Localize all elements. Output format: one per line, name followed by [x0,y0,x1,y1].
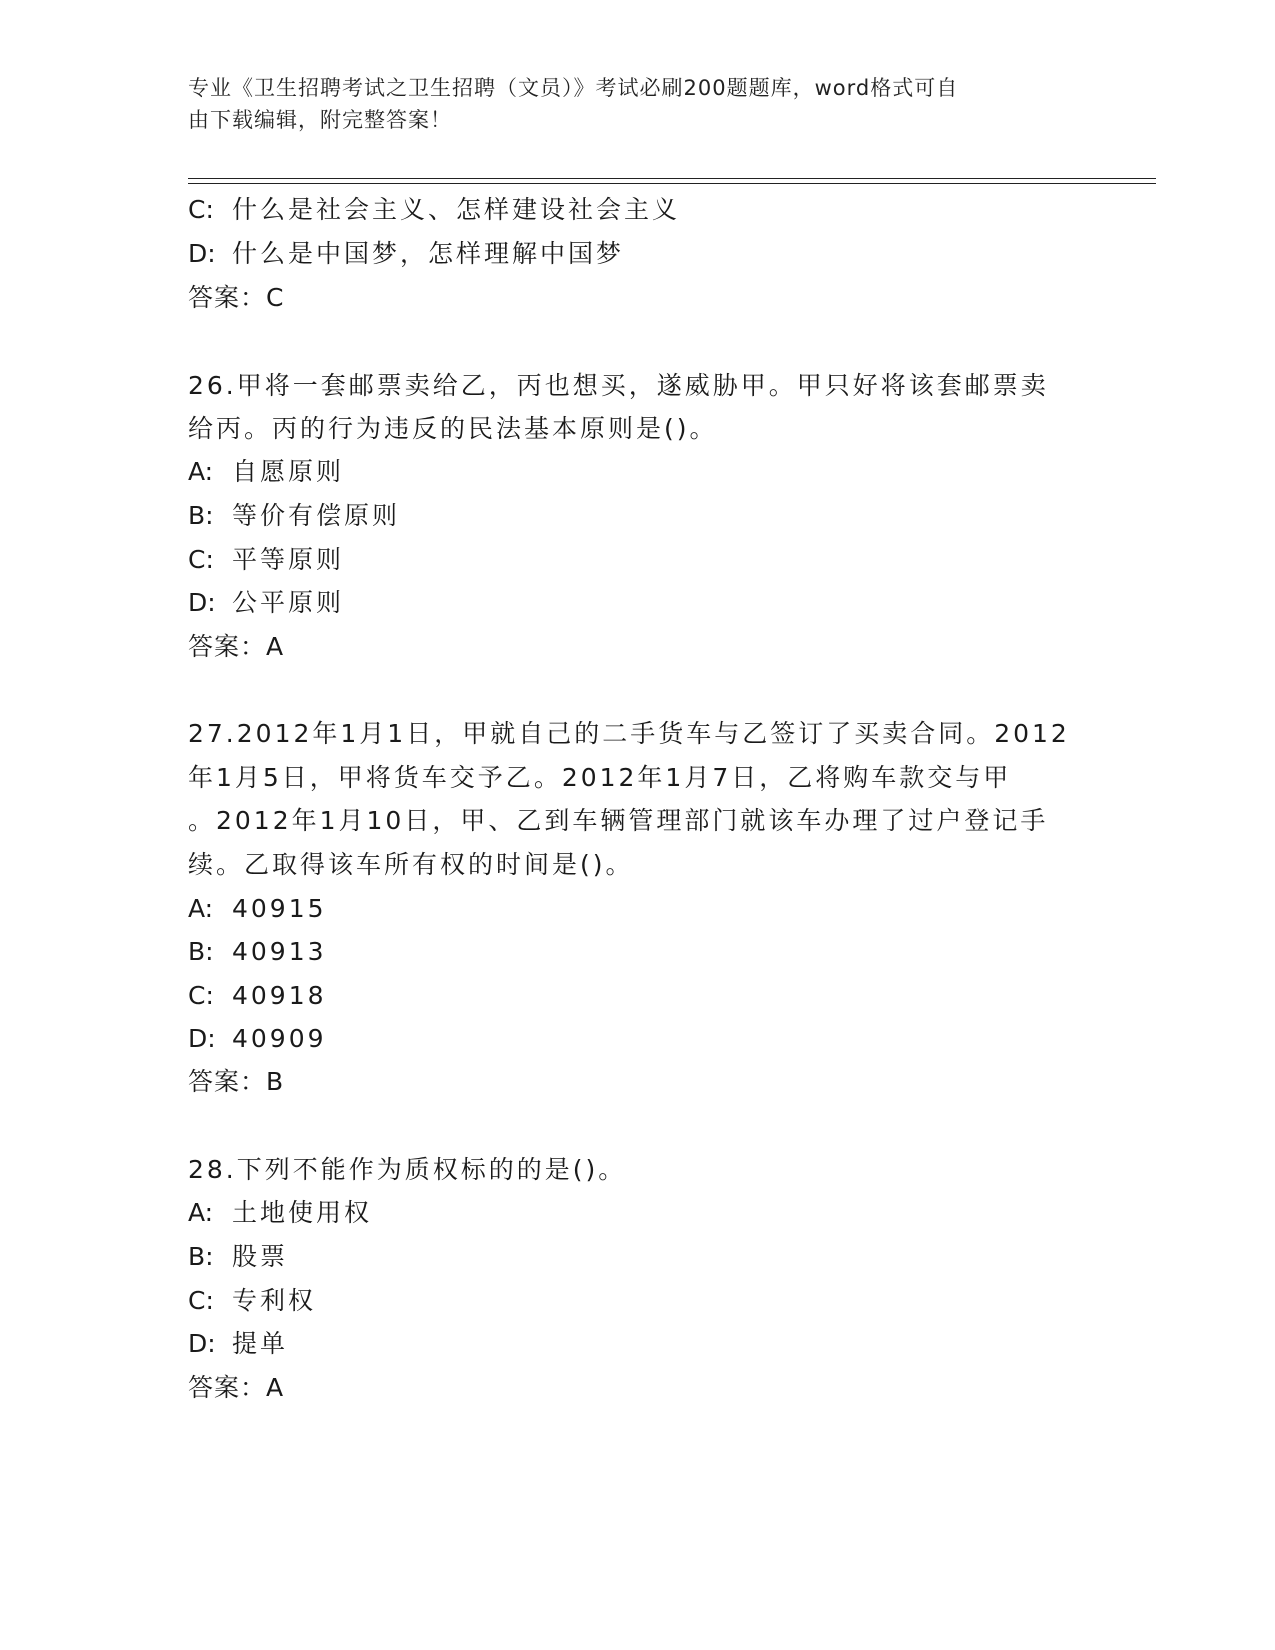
option-text: 40918 [232,981,327,1010]
q25-option-d [188,239,624,269]
option-key: A: [188,1198,214,1227]
option-key: C: [188,545,214,574]
header-line-2: 由下载编辑，附完整答案！ [188,108,452,132]
option-text: 40913 [232,937,327,966]
option-key: B: [188,1242,214,1271]
option-text: 专利权 [232,1286,317,1315]
q27-option-b [188,937,327,967]
option-text: 什么是中国梦，怎样理解中国梦 [232,239,625,268]
option-key: C: [188,195,214,224]
q28-option-d [188,1329,288,1359]
q26-option-b [188,501,400,531]
option-key: A: [188,894,214,923]
q27-stem-line-1: 27.2012年1月1日，甲就自己的二手货车与乙签订了买卖合同。2012 [188,719,1070,748]
option-text: 40909 [232,1024,327,1053]
option-key: C: [188,981,214,1010]
q27-stem-line-2: 年1月5日，甲将货车交予乙。2012年1月7日，乙将购车款交与甲 [188,763,1012,792]
option-text: 等价有偿原则 [232,501,401,530]
page-header [188,72,1088,136]
q28-stem-line-1: 28.下列不能作为质权标的的是()。 [188,1155,627,1184]
q26-stem-line-1: 26.甲将一套邮票卖给乙，丙也想买，遂威胁甲。甲只好将该套邮票卖 [188,371,1049,400]
q27-option-a [188,894,327,924]
option-key: D: [188,588,216,617]
option-text: 40915 [232,894,327,923]
q26-stem-line-2: 给丙。丙的行为违反的民法基本原则是()。 [188,414,718,443]
q28-option-a [188,1198,372,1228]
option-text: 股票 [232,1242,289,1271]
q26-option-d [188,588,344,618]
option-text: 什么是社会主义、怎样建设社会主义 [232,195,681,224]
option-key: B: [188,501,214,530]
q27-option-c [188,981,327,1011]
q28-answer: 答案：A [188,1373,285,1402]
q26-option-c [188,545,344,575]
q27-stem-line-3: 。2012年1月10日，甲、乙到车辆管理部门就该车办理了过户登记手 [188,806,1049,835]
option-text: 自愿原则 [232,457,345,486]
option-text: 公平原则 [232,588,345,617]
q26-option-a [188,457,344,487]
header-line-1: 专业《卫生招聘考试之卫生招聘（文员）》考试必刷200题题库，word格式可自 [188,76,959,100]
q27-answer: 答案：B [188,1067,285,1096]
q25-answer: 答案：C [188,283,285,312]
option-key: D: [188,239,216,268]
q27-option-d [188,1024,327,1054]
header-divider-top [188,178,1156,179]
option-key: A: [188,457,214,486]
option-text: 提单 [232,1329,289,1358]
q25-option-c [188,195,680,225]
option-key: C: [188,1286,214,1315]
q26-answer: 答案：A [188,632,285,661]
option-text: 平等原则 [232,545,345,574]
option-text: 土地使用权 [232,1198,373,1227]
option-key: B: [188,937,214,966]
option-key: D: [188,1024,216,1053]
q27-stem-line-4: 续。乙取得该车所有权的时间是()。 [188,850,634,879]
q28-option-c [188,1286,316,1316]
option-key: D: [188,1329,216,1358]
q28-option-b [188,1242,288,1272]
header-divider-bottom [188,183,1156,184]
